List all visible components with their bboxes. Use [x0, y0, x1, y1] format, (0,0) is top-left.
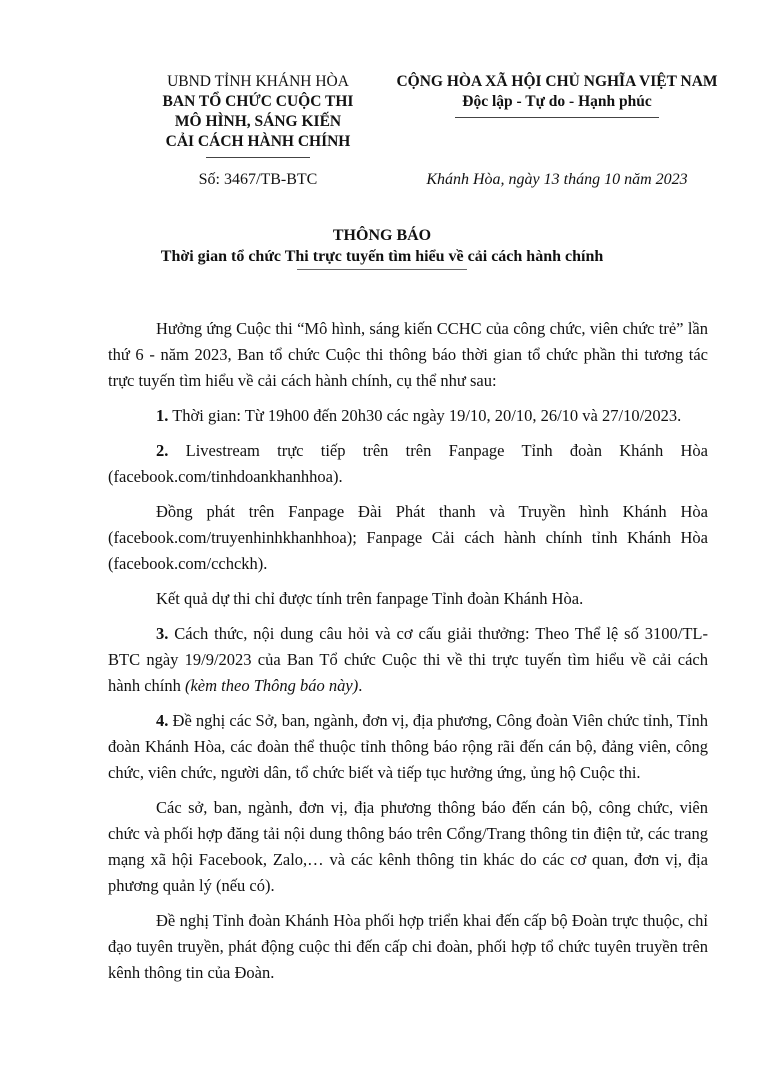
item-number: 4.	[156, 711, 169, 730]
document-date: Khánh Hòa, ngày 13 tháng 10 năm 2023	[426, 171, 688, 188]
paragraph-intro: Hưởng ứng Cuộc thi “Mô hình, sáng kiến CCHC của công chức, viên chức trẻ” lần thứ 6 - năm 2023, Ban tổ chức Cuộc thi thông báo thời gian tổ chức phần thi tương tác trực tuyến tìm hiểu về cải cách hành chính, cụ thể như sau:	[108, 319, 708, 390]
issuer-dept-line-1: BAN TỔ CHỨC CUỘC THI	[162, 93, 354, 110]
issuer-province: UBND TỈNH KHÁNH HÒA	[167, 73, 349, 90]
paragraph-rules: 3. Cách thức, nội dung câu hỏi và cơ cấu giải thưởng: Theo Thể lệ số 3100/TL-BTC ngày 19/9/2023 của Ban Tổ chức Cuộc thi về thi trực tuyến tìm hiểu về cải cách hành chính (kèm theo Thông báo này).	[108, 624, 708, 695]
item-number: 1.	[156, 406, 169, 425]
paragraph-request: 4. Đề nghị các Sở, ban, ngành, đơn vị, địa phương, Công đoàn Viên chức tỉnh, Tỉnh đoàn Khánh Hòa, các đoàn thể thuộc tỉnh thông báo rộng rãi đến cán bộ, đảng viên, công chức, viên chức, người dân, tổ chức biết và tiếp tục hưởng ứng, ủng hộ Cuộc thi.	[108, 711, 708, 782]
document-number: Số: 3467/TB-BTC	[198, 171, 318, 188]
motto-underline	[455, 117, 659, 118]
paragraph-livestream: 2. Livestream trực tiếp trên trên Fanpage Tỉnh đoàn Khánh Hòa (facebook.com/tinhdoankhanhhoa).	[108, 441, 708, 486]
paragraph-youth-union: Đề nghị Tỉnh đoàn Khánh Hòa phối hợp triển khai đến cấp bộ Đoàn trực thuộc, chỉ đạo tuyên truyền, phát động cuộc thi đến cấp chi đoàn, phối hợp tổ chức tuyên truyền trên kênh thông tin của Đoàn.	[108, 911, 708, 982]
country-name: CỘNG HÒA XÃ HỘI CHỦ NGHĨA VIỆT NAM	[396, 73, 718, 90]
item-number: 2.	[156, 441, 169, 460]
paragraph-publish: Các sở, ban, ngành, đơn vị, địa phương thông báo đến cán bộ, công chức, viên chức và phối hợp đăng tải nội dung thông báo trên Cổng/Trang thông tin điện tử, các trang mạng xã hội Facebook, Zalo,… và các kênh thông tin khác do các cơ quan, đơn vị, địa phương quản lý (nếu có).	[108, 798, 708, 895]
issuer-block	[108, 72, 408, 158]
document-body	[108, 316, 708, 995]
document-subtitle: Thời gian tổ chức Thi trực tuyến tìm hiểu về cải cách hành chính	[160, 248, 604, 265]
title-underline	[297, 269, 467, 270]
paragraph-time: 1. Thời gian: Từ 19h00 đến 20h30 các ngày 19/10, 20/10, 26/10 và 27/10/2023.	[156, 406, 682, 425]
document-title: THÔNG BÁO	[332, 227, 432, 244]
item-number: 3.	[156, 624, 169, 643]
issuer-underline	[206, 157, 310, 158]
motto: Độc lập - Tự do - Hạnh phúc	[462, 93, 652, 110]
national-motto-block	[372, 72, 742, 118]
paragraph-rebroadcast: Đồng phát trên Fanpage Đài Phát thanh và Truyền hình Khánh Hòa (facebook.com/truyenhinhkhanhhoa); Fanpage Cải cách hành chính tỉnh Khánh Hòa (facebook.com/cchckh).	[108, 502, 708, 573]
paragraph-results: Kết quả dự thi chỉ được tính trên fanpage Tỉnh đoàn Khánh Hòa.	[156, 589, 584, 608]
title-block	[0, 225, 764, 270]
issuer-dept-line-2: MÔ HÌNH, SÁNG KIẾN	[174, 113, 342, 130]
issuer-dept-line-3: CẢI CÁCH HÀNH CHÍNH	[165, 133, 351, 150]
